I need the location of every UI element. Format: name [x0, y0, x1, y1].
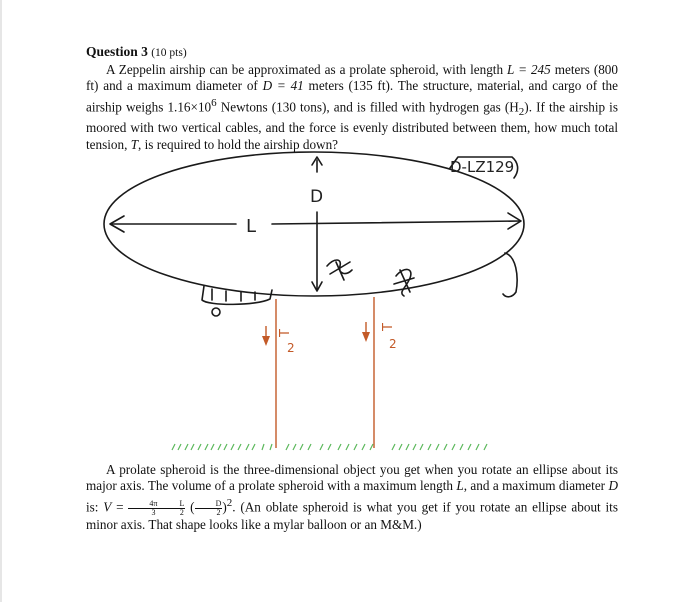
length-arrow-line — [272, 221, 520, 224]
grass-ground — [172, 444, 487, 450]
tension-arrowhead-right — [362, 332, 370, 342]
problem-text: meters (135 ft). The structure, material, and cargo of the airship weighs 1.16×10 — [86, 78, 618, 115]
problem-text: Newtons (130 tons), and is filled with hydrogen gas (H — [216, 99, 519, 115]
equals-sign: = — [111, 499, 129, 515]
hydrogen-subscript: 2 — [518, 105, 525, 118]
note-text: . (An oblate spheroid is what you get if you rotate an ellipse about its minor axis. That shape looks like a mylar balloon or an M&M.) — [86, 499, 618, 533]
question-points: (10 pts) — [151, 47, 187, 59]
ship-label: D-LZ129 — [450, 158, 515, 176]
fraction-four-pi-over-three: $\frac{4\pi}{3}$ — [128, 500, 158, 517]
fraction-d-over-two: $\frac{D}{2}$ — [195, 500, 223, 517]
fraction-l-over-two: $\frac{L}{2}$ — [158, 500, 185, 517]
problem-text: meters (800 ft) and a maximum diameter of — [86, 62, 618, 94]
note-length-symbol: L — [456, 478, 464, 494]
note-text: is: — [86, 499, 104, 515]
tension-label-right: T — [381, 323, 396, 331]
tension-label-left-denominator: 2 — [287, 341, 295, 355]
note-text: A prolate spheroid is the three-dimensional object you get when you rotate an ellipse about its major axis. The volume of a prolate spheroid with a maximum length — [86, 462, 618, 494]
weight-exponent: 6 — [211, 96, 217, 109]
propeller-sketch — [327, 260, 352, 280]
tail-fin — [503, 253, 517, 297]
length-equation: L = 245 — [507, 62, 551, 77]
tension-label-left: T — [278, 329, 293, 337]
diameter-equation: D = 41 — [262, 78, 304, 94]
gondola-wheel — [212, 308, 220, 316]
note-paragraph: A prolate spheroid is the three-dimensional object you get when you rotate an ellipse about its major axis. The volume of a prolate spheroid with a maximum length L, and a maximum diameter D is: V = $\frac{4\pi}{3}$ $\frac{L}{2}$ ( $\frac{D}{2}$ )$^2$. (An oblate spheroid is what you get if you rotate an ellipse about its minor axis. That shape looks like a mylar balloon or an M&M.) — [86, 462, 618, 533]
tension-label-right-denominator: 2 — [389, 337, 397, 351]
note-diameter-symbol: D — [608, 478, 618, 494]
question-number: Question 3 — [86, 44, 148, 59]
diameter-label: D — [310, 187, 324, 207]
problem-text: ). If the airship is moored with two vertical cables, and the force is evenly distributed between them, how much total tension, — [86, 99, 618, 152]
problem-text: , is required to hold the airship down? — [138, 136, 339, 152]
length-label: L — [246, 216, 257, 237]
squared-exponent: 2 — [226, 496, 233, 509]
tension-arrowhead-left — [262, 336, 270, 346]
propeller-sketch — [394, 269, 414, 296]
tension-symbol: T — [130, 136, 139, 152]
volume-symbol: V — [103, 499, 112, 515]
problem-text: A Zeppelin airship can be approximated as a prolate spheroid, with length — [106, 62, 508, 77]
note-text: , and a maximum diameter — [463, 478, 609, 494]
